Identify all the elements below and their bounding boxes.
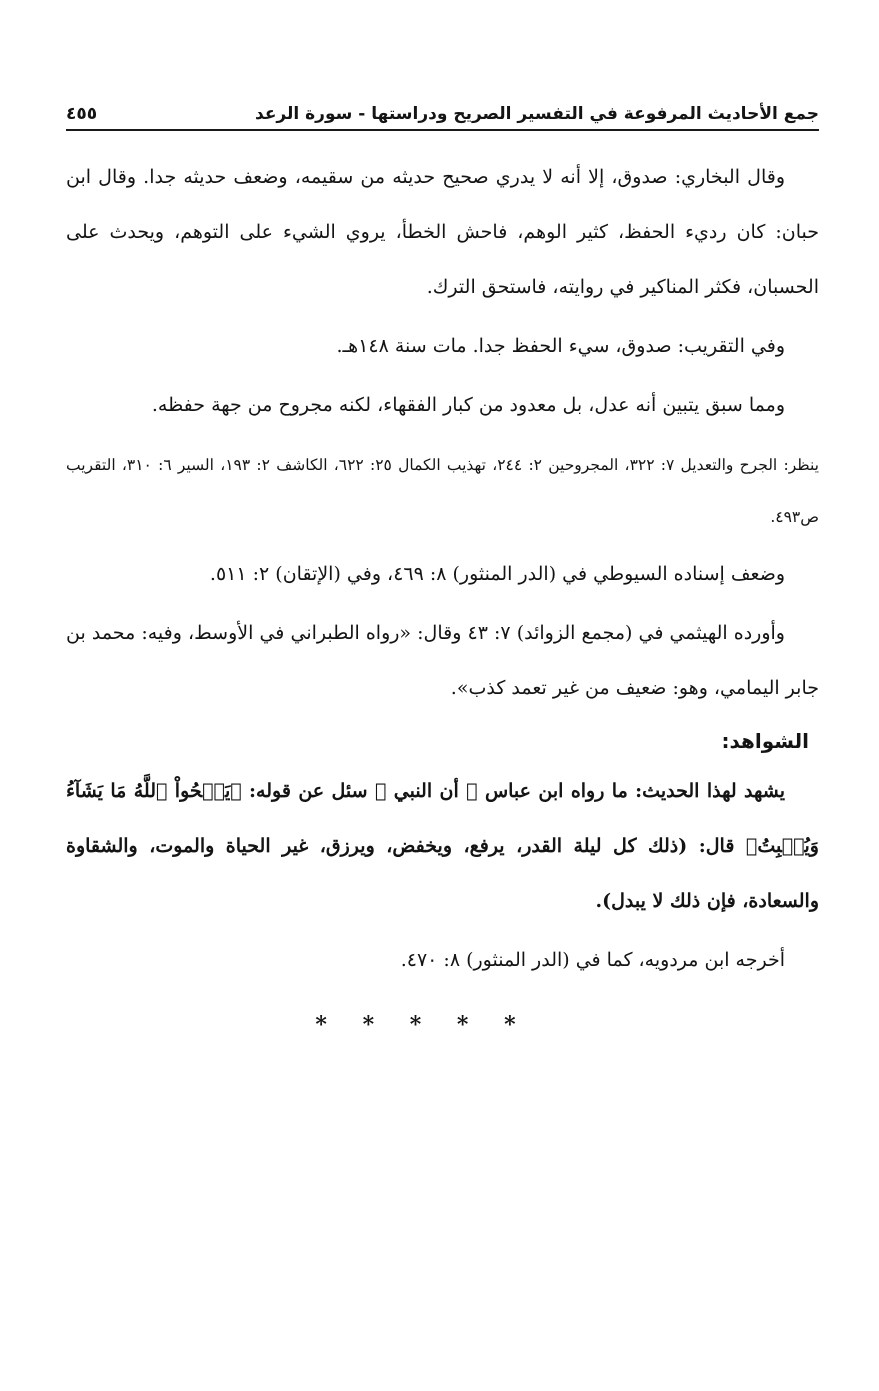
- paragraph-taqrib: وفي التقريب: صدوق، سيء الحفظ جدا. مات سنة ١٤٨هـ.: [336, 335, 785, 357]
- section-heading-shawahid: الشواهد:: [721, 729, 809, 753]
- section-separator: * * * * *: [315, 1012, 530, 1038]
- page-number: ٤٥٥: [66, 104, 98, 124]
- references-note: ينظر: الجرح والتعديل ٧: ٣٢٢، المجروحين ٢: ٢٤٤، تهذيب الكمال ٢٥: ٦٢٢، الكاشف ٢: ١٩٣، السير ٦: ٣١٠، التقريب ص٤٩٣.: [66, 456, 819, 526]
- page-header: [66, 103, 819, 131]
- page-body: [66, 150, 819, 1038]
- paragraph-conclusion: ومما سبق يتبين أنه عدل، بل معدود من كبار الفقهاء، لكنه مجروح من جهة حفظه.: [151, 394, 785, 416]
- running-title: جمع الأحاديث المرفوعة في التفسير الصريح ودراستها - سورة الرعد: [255, 104, 819, 124]
- paragraph-ibn-mardawayh: أخرجه ابن مردويه، كما في (الدر المنثور) ٨: ٤٧٠.: [400, 949, 785, 971]
- paragraph-ibn-abbas-hadith: يشهد لهذا الحديث: ما رواه ابن عباس ﵄ أن النبي ﷺ سئل عن قوله: ﴿يَمۡحُواْ ٱللَّهُ مَا يَشَآءُ وَيُثۡبِتُ﴾ قال: (ذلك كل ليلة القدر، يرفع، ويخفض، ويرزق، غير الحياة والموت، والشقاوة والسعادة، فإن ذلك لا يبدل).: [66, 780, 819, 912]
- paragraph-haythami: وأورده الهيثمي في (مجمع الزوائد) ٧: ٤٣ وقال: «رواه الطبراني في الأوسط، وفيه: محمد بن جابر اليمامي، وهو: ضعيف من غير تعمد كذب».: [66, 622, 819, 699]
- paragraph-suyuti: وضعف إسناده السيوطي في (الدر المنثور) ٨: ٤٦٩، وفي (الإتقان) ٢: ٥١١.: [209, 563, 785, 585]
- paragraph-bukhari-ibn-hibban: وقال البخاري: صدوق، إلا أنه لا يدري صحيح حديثه من سقيمه، وضعف حديثه جدا. وقال ابن حبان: كان رديء الحفظ، كثير الوهم، فاحش الخطأ، يروي الشيء على التوهم، ويحدث على الحسبان، فكثر المناكير في روايته، فاستحق الترك.: [66, 166, 819, 298]
